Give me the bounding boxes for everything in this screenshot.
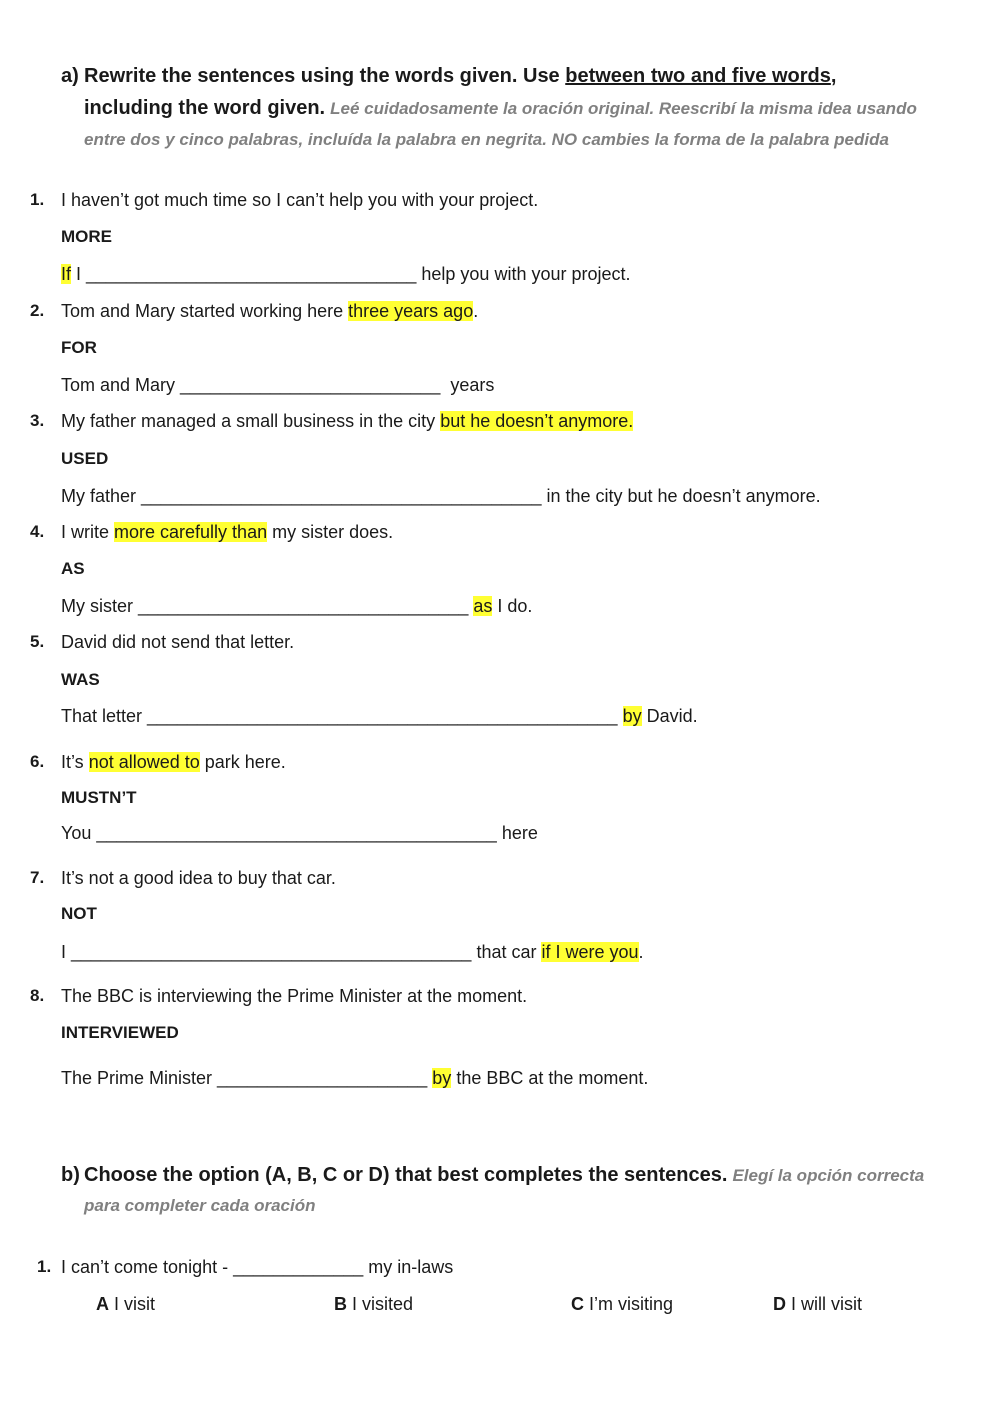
- item-number: 8.: [30, 986, 45, 1005]
- highlight: more carefully than: [114, 522, 268, 542]
- sentence-text: It’s not a good idea to buy that car.: [61, 868, 336, 888]
- answer-blank[interactable]: _________________________________: [138, 596, 469, 616]
- item-number: 1.: [37, 1257, 52, 1276]
- option-text: I visit: [109, 1294, 156, 1314]
- highlight: as: [473, 596, 493, 616]
- section-a-letter: a): [61, 65, 79, 87]
- sentence-text: park here.: [199, 752, 286, 772]
- answer-blank[interactable]: ________________________________________: [141, 486, 542, 506]
- item-8-sentence: [61, 984, 527, 1008]
- sentence-text: My father managed a small business in the city: [61, 411, 441, 431]
- answer-text: that car: [471, 942, 542, 962]
- section-a-title-cont: including the word given.: [84, 97, 326, 119]
- item-4-answer: [61, 594, 532, 618]
- option-a[interactable]: [96, 1292, 155, 1316]
- item-6-answer: [61, 821, 538, 845]
- sentence-text: I can’t come tonight -: [61, 1257, 234, 1277]
- item-number: 4.: [30, 522, 45, 541]
- sentence-text: I haven’t got much time so I can’t help you with your project.: [61, 190, 539, 210]
- b-item-1-sentence: [61, 1255, 453, 1279]
- answer-text: David.: [641, 706, 698, 726]
- item-8-keyword: INTERVIEWED: [61, 1023, 179, 1042]
- answer-text: That letter: [61, 706, 148, 726]
- item-8-answer: [61, 1066, 648, 1090]
- section-b-title: Choose the option (A, B, C or D) that best completes the sentences.: [84, 1164, 728, 1186]
- highlight: If: [61, 264, 72, 284]
- section-b-note-line2: [84, 1193, 315, 1218]
- item-5-answer: [61, 704, 698, 728]
- item-number: 3.: [30, 411, 45, 430]
- option-text: I visited: [347, 1294, 414, 1314]
- section-a-note-1: Leé cuidadosamente la oración original. Reescribí la misma idea usando: [330, 99, 917, 118]
- option-b[interactable]: [334, 1292, 413, 1316]
- sentence-text: The BBC is interviewing the Prime Minister at the moment.: [61, 986, 528, 1006]
- answer-blank[interactable]: _____________: [233, 1257, 364, 1277]
- option-text: I will visit: [786, 1294, 862, 1314]
- answer-text: Tom and Mary: [61, 375, 181, 395]
- answer-blank[interactable]: _____________________: [217, 1068, 428, 1088]
- item-5-keyword: WAS: [61, 670, 100, 689]
- section-a-title-underlined: between two and five words: [565, 65, 831, 87]
- sentence-text: I write: [61, 522, 115, 542]
- section-b-note-2: para completer cada oración: [84, 1196, 316, 1215]
- answer-blank[interactable]: ________________________________________: [96, 823, 497, 843]
- item-3-keyword: USED: [61, 449, 109, 468]
- answer-blank[interactable]: ________________________________________: [71, 942, 472, 962]
- option-letter: A: [96, 1294, 109, 1314]
- sentence-text: Tom and Mary started working here: [61, 301, 349, 321]
- section-a-title: Rewrite the sentences using the words given. Use: [84, 65, 566, 87]
- option-letter: B: [334, 1294, 347, 1314]
- answer-blank[interactable]: __________________________: [180, 375, 441, 395]
- item-7-keyword: NOT: [61, 904, 97, 923]
- item-1-answer: [61, 262, 631, 286]
- answer-text: I do.: [492, 596, 533, 616]
- section-a-note-line2: [84, 127, 889, 152]
- item-number: 2.: [30, 301, 45, 320]
- item-2-answer: [61, 373, 494, 397]
- highlight: by: [432, 1068, 452, 1088]
- answer-blank[interactable]: _______________________________________________: [147, 706, 618, 726]
- item-4-sentence: [61, 520, 393, 544]
- highlight: by: [622, 706, 642, 726]
- answer-text: My sister: [61, 596, 139, 616]
- answer-text: My father: [61, 486, 142, 506]
- item-6-sentence: [61, 750, 286, 774]
- item-3-sentence: [61, 409, 633, 433]
- item-1-sentence: [61, 188, 538, 212]
- item-7-sentence: [61, 866, 336, 890]
- section-b-letter: b): [61, 1164, 80, 1186]
- item-3-answer: [61, 484, 821, 508]
- section-a-title-line2: [84, 95, 917, 121]
- sentence-text: It’s: [61, 752, 89, 772]
- answer-text: The Prime Minister: [61, 1068, 218, 1088]
- sentence-text: David did not send that letter.: [61, 632, 295, 652]
- answer-text: You: [61, 823, 97, 843]
- item-2-keyword: FOR: [61, 338, 97, 357]
- item-7-answer: [61, 940, 644, 964]
- option-letter: C: [571, 1294, 584, 1314]
- item-1-keyword: MORE: [61, 227, 112, 246]
- highlight: not allowed to: [88, 752, 200, 772]
- section-a-title-line1: [84, 63, 836, 89]
- sentence-text: my in-laws: [363, 1257, 454, 1277]
- highlight: three years ago: [348, 301, 474, 321]
- section-a-note-2: entre dos y cinco palabras, incluída la palabra en negrita. NO cambies la forma de la palabra pedida: [84, 130, 889, 149]
- answer-text: the BBC at the moment.: [451, 1068, 649, 1088]
- item-6-keyword: MUSTN’T: [61, 788, 137, 807]
- item-4-keyword: AS: [61, 559, 85, 578]
- highlight: but he doesn’t anymore.: [440, 411, 634, 431]
- section-b-title-line1: [84, 1162, 924, 1188]
- item-number: 7.: [30, 868, 45, 887]
- answer-blank[interactable]: _________________________________: [86, 264, 417, 284]
- item-5-sentence: [61, 630, 294, 654]
- item-2-sentence: [61, 299, 478, 323]
- answer-text: here: [496, 823, 538, 843]
- section-a-title-comma: ,: [830, 65, 837, 87]
- answer-text: .: [638, 942, 644, 962]
- answer-text: help you with your project.: [416, 264, 631, 284]
- sentence-text: my sister does.: [267, 522, 394, 542]
- option-d[interactable]: [773, 1292, 862, 1316]
- highlight: if I were you: [541, 942, 639, 962]
- item-number: 6.: [30, 752, 45, 771]
- answer-text: years: [440, 375, 495, 395]
- option-text: I’m visiting: [584, 1294, 674, 1314]
- option-c[interactable]: [571, 1292, 673, 1316]
- item-number: 5.: [30, 632, 45, 651]
- answer-text: in the city but he doesn’t anymore.: [541, 486, 821, 506]
- option-letter: D: [773, 1294, 786, 1314]
- sentence-text: .: [473, 301, 479, 321]
- item-number: 1.: [30, 190, 45, 209]
- answer-text: I: [71, 264, 87, 284]
- answer-text: I: [61, 942, 72, 962]
- section-b-note-1: Elegí la opción correcta: [732, 1166, 925, 1185]
